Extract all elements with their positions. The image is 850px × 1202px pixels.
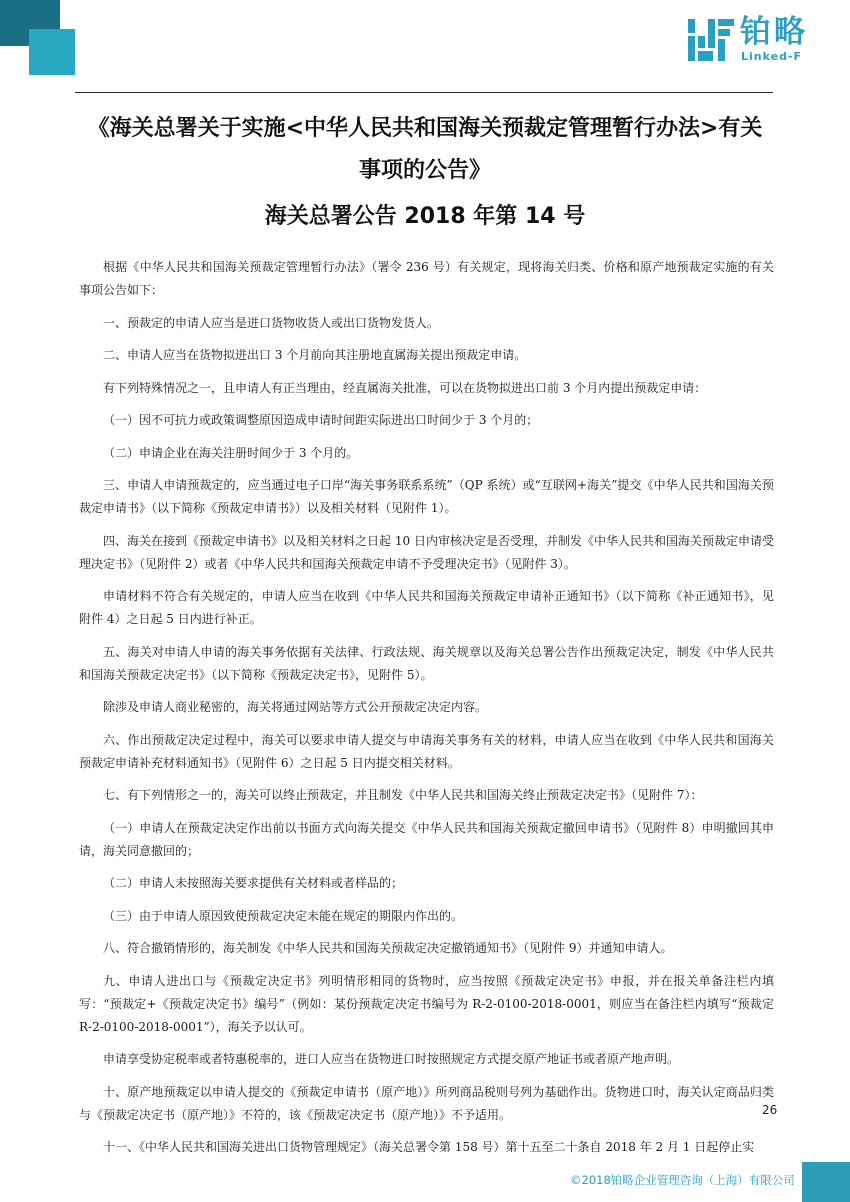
paragraph: 九、申请人进出口与《预裁定决定书》列明情形相同的货物时，应当按照《预裁定决定书》申报，并在报关单备注栏内填写：“预裁定+《预裁定决定书》编号”（例如：某份预裁定决定书编号为 R-2-0100-2018-0001，则应当在备注栏内填写“预裁定 R-2-0100-2018-0001”），海关予以认可。 — [79, 973, 774, 1034]
document-title-line-1: 《海关总署关于实施<中华人民共和国海关预裁定管理暂行办法>有关 — [87, 116, 763, 141]
paragraph: 五、海关对申请人申请的海关事务依据有关法律、行政法规、海关规章以及海关总署公告作出预裁定决定，制发《中华人民共和国海关预裁定决定书》（以下简称《预裁定决定书》，见附件 5）。 — [79, 644, 774, 682]
logo-mark-icon — [688, 19, 734, 61]
corner-decoration-light — [29, 29, 75, 75]
document-body — [79, 256, 774, 1169]
paragraph: 三、申请人申请预裁定的，应当通过电子口岸“海关事务联系系统”（QP 系统）或“互联网+海关”提交《中华人民共和国海关预裁定申请书》（以下简称《预裁定申请书》）以及相关材料（见附件 1）。 — [79, 478, 774, 515]
paragraph: （二）申请人未按照海关要求提供有关材料或者样品的； — [103, 876, 404, 890]
paragraph: 除涉及申请人商业秘密的，海关将通过网站等方式公开预裁定决定内容。 — [103, 700, 488, 714]
paragraph: 七、有下列情形之一的，海关可以终止预裁定，并且制发《中华人民共和国海关终止预裁定决定书》（见附件 7）： — [103, 788, 703, 802]
paragraph: 八、符合撤销情形的，海关制发《中华人民共和国海关预裁定决定撤销通知书》（见附件 9）并通知申请人。 — [103, 941, 673, 955]
paragraph: 六、作出预裁定决定过程中，海关可以要求申请人提交与申请海关事务有关的材料，申请人应当在收到《中华人民共和国海关预裁定申请补充材料通知书》（见附件 6）之日起 5 日内提交相关材料。 — [79, 732, 774, 770]
paragraph: （二）申请企业在海关注册时间少于 3 个月的。 — [103, 445, 359, 460]
paragraph: 申请材料不符合有关规定的，申请人应当在收到《中华人民共和国海关预裁定申请补正通知书》（以下简称《补正通知书》，见附件 4）之日起 5 日内进行补正。 — [79, 589, 774, 626]
footer-decoration — [802, 1162, 850, 1202]
paragraph: （三）由于申请人原因致使预裁定决定未能在规定的期限内作出的。 — [103, 908, 464, 923]
logo-text: 铂略 — [740, 14, 808, 50]
paragraph: 申请享受协定税率或者特惠税率的，进口人应当在货物进口时按照规定方式提交原产地证书或者原产地声明。 — [103, 1052, 680, 1066]
header-divider — [75, 92, 773, 93]
paragraph: 二、申请人应当在货物拟进出口 3 个月前向其注册地直属海关提出预裁定申请。 — [103, 348, 527, 362]
footer-copyright: ©2018铂略企业管理咨询（上海）有限公司 — [570, 1173, 795, 1187]
logo-subtext: Linked-F — [741, 50, 803, 63]
company-logo — [688, 14, 828, 67]
paragraph: 有下列特殊情况之一，且申请人有正当理由，经直属海关批准，可以在货物拟进出口前 3 个月内提出预裁定申请： — [103, 380, 707, 395]
paragraph: 根据《中华人民共和国海关预裁定管理暂行办法》（署令 236 号）有关规定，现将海关归类、价格和原产地预裁定实施的有关事项公告如下： — [79, 260, 774, 297]
document-subtitle: 海关总署公告 2018 年第 14 号 — [264, 204, 586, 229]
paragraph: 四、海关在接到《预裁定申请书》以及相关材料之日起 10 日内审核决定是否受理，并制发《中华人民共和国海关预裁定申请受理决定书》（见附件 2）或者《中华人民共和国海关预裁定申请不予受理决定书》（见附件 3）。 — [79, 533, 774, 571]
paragraph: （一）申请人在预裁定决定作出前以书面方式向海关提交《中华人民共和国海关预裁定撤回申请书》（见附件 8）申明撤回其申请，海关同意撤回的； — [79, 820, 774, 858]
paragraph: （一）因不可抗力或政策调整原因造成申请时间距实际进出口时间少于 3 个月的； — [103, 413, 539, 427]
page-number: 26 — [762, 1103, 778, 1117]
paragraph: 十、原产地预裁定以申请人提交的《预裁定申请书（原产地）》所列商品税则号列为基础作出。货物进口时，海关认定商品归类与《预裁定决定书（原产地）》不符的，该《预裁定决定书（原产地）》不予适用。 — [79, 1084, 774, 1122]
paragraph: 十一、《中华人民共和国海关进出口货物管理规定》（海关总署令第 158 号）第十五至二十条自 2018 年 2 月 1 日起停止实 — [103, 1140, 755, 1154]
document-title-line-2: 事项的公告》 — [358, 158, 491, 183]
paragraph: 一、预裁定的申请人应当是进口货物收货人或出口货物发货人。 — [103, 315, 440, 330]
